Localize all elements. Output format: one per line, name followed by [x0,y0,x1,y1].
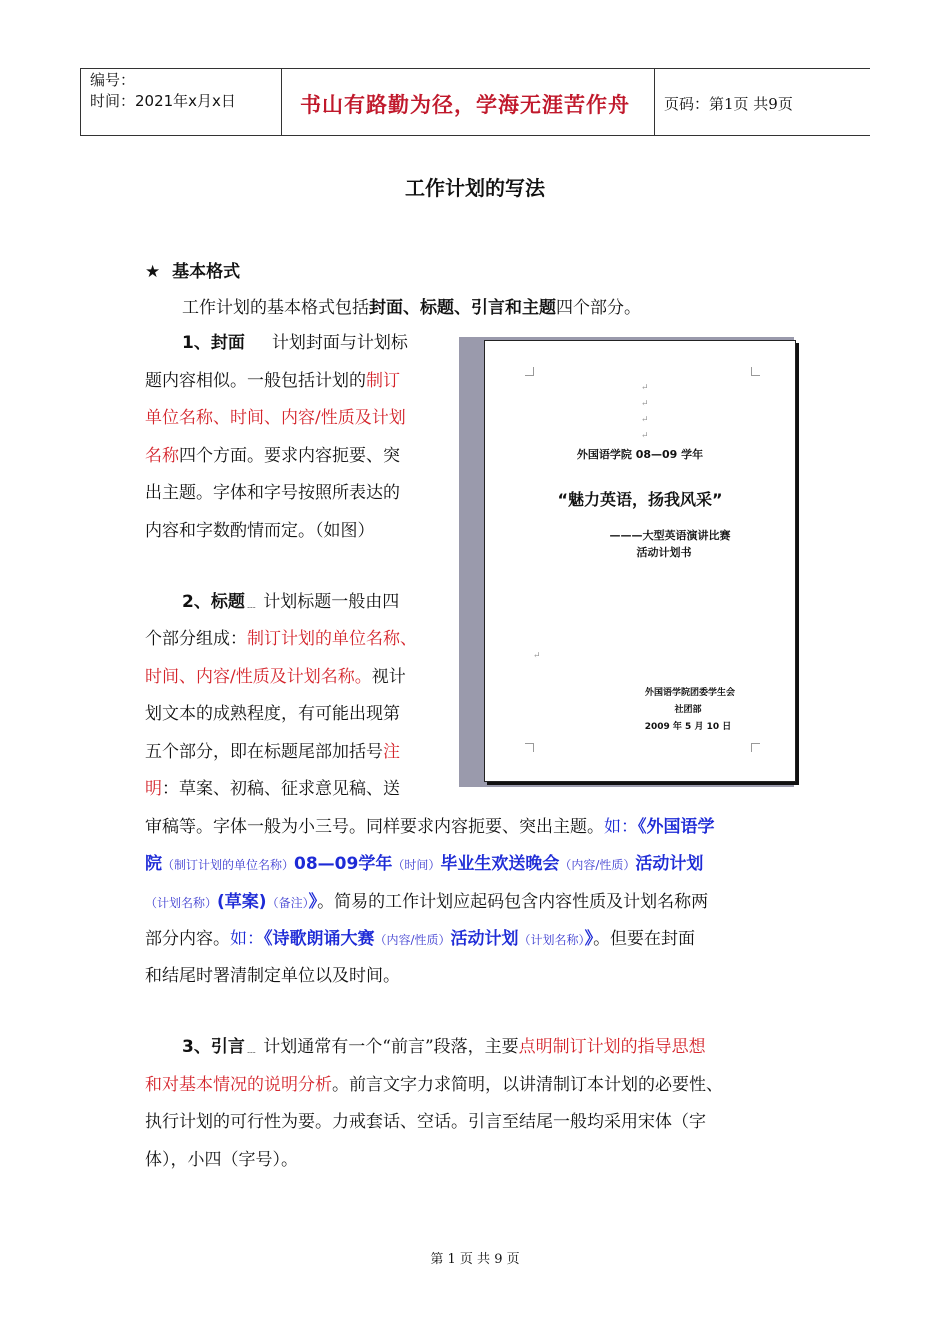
header-rule-top [80,68,870,69]
p2-line-3 [145,667,406,687]
corner-mark [751,367,760,376]
p2-line-9 [145,892,708,913]
p2-line-8 [145,854,703,875]
p2-example: 活动计划 [635,854,704,874]
p2-example: 》 [308,892,318,912]
header-page-info: 页码：第1页 共9页 [664,95,793,113]
p3-highlight: 点明制订计划的指导思想 [518,1037,706,1057]
paragraph-mark-icon: ↵ [641,383,649,393]
p2-highlight: 明 [145,779,162,799]
p2-annotation: （计划名称） [145,896,218,910]
p3-highlight: 和对基本情况的说明分析 [145,1075,332,1095]
cover-org-2: 社团部 [674,705,702,715]
corner-mark [525,743,534,752]
intro-text-c: 四个部分。 [556,298,641,318]
p2-example: 》 [584,929,594,949]
p3-heading: 3、引言 [182,1037,245,1057]
p2-line-5 [145,742,400,762]
p3-line-3: 执行计划的可行性为要。力戒套话、空话。引言至结尾一般均采用宋体（字 [145,1112,706,1132]
paragraph-mark-icon: ↵ [641,415,649,425]
paragraph-mark-icon: ↵ [641,399,649,409]
p2-text: ：草案、初稿、征求意见稿、送 [162,779,400,799]
p2-highlight: 制订计划的单位名称、 [247,629,417,649]
p2-text: 。但要在封面 [593,929,696,949]
p2-line-11: 和结尾时署清制定单位以及时间。 [145,966,400,986]
page-footer: 第 1 页 共 9 页 [430,1252,520,1267]
p2-text: 个部分组成： [145,629,247,649]
p2-example: 08—09学年 [294,854,393,874]
p2-example-label: 如： [230,929,264,949]
p2-line-7 [145,817,715,837]
p2-example: 《外国语学 [638,817,715,837]
p1-line-2 [145,371,400,391]
p2-example-label: 如： [604,817,638,837]
p2-example: 院 [145,854,162,874]
p2-line-4: 划文本的成熟程度，有可能出现第 [145,704,400,724]
document-title: 工作计划的写法 [405,176,545,200]
p3-line-4: 体），小四（字号）。 [145,1150,298,1170]
section-label: 基本格式 [172,262,241,282]
p1-highlight: 制订 [366,371,400,391]
p3-line-1: 3、引言﹍ 计划通常有一个“前言”段落，主要点明制订计划的指导思想 [182,1037,706,1057]
p1-line-6: 内容和字数酌情而定。（如图） [145,521,375,541]
p1-text: 题内容相似。一般包括计划的 [145,371,366,391]
p1-heading: 1、封面 [182,333,245,353]
header-rule-bottom [80,135,870,136]
intro-text-bold: 封面、标题、引言和主题 [369,298,556,318]
paragraph-mark-icon: ↵ [641,431,649,441]
p2-annotation: （内容/性质） [374,933,451,947]
cover-org-1: 外国语学院团委学生会 [644,688,735,698]
p3-line-2 [145,1075,723,1095]
p2-heading: 2、标题 [182,592,245,612]
header-divider-2 [654,68,655,136]
p2-text: 计划标题一般由四 [263,592,400,612]
paragraph-mark-icon: ↵ [533,651,541,661]
header-divider-left [80,68,81,136]
p2-text: 部分内容。 [145,929,230,949]
p2-annotation: （制订计划的单位名称） [162,858,295,872]
p2-text: 五个部分，即在标题尾部加括号 [145,742,383,762]
p2-example: (草案) [217,892,267,912]
star-icon: ★ [145,262,161,282]
intro-paragraph [182,298,641,318]
header-left-cell [90,70,236,112]
p1-line-3: 单位名称、时间、内容/性质及计划 [145,408,406,428]
cover-page-image [484,340,796,782]
doc-number-label: 编号： [90,71,136,89]
p2-line-6 [145,779,400,799]
p2-text: 审稿等。字体一般为小三号。同样要求内容扼要、突出主题。 [145,817,604,837]
cover-line-4: 活动计划书 [636,546,692,559]
p2-text: 。简易的工作计划应起码包含内容性质及计划名称两 [317,892,709,912]
p3-text: 计划通常有一个“前言”段落，主要 [263,1037,519,1057]
p2-annotation: （内容/性质） [559,858,636,872]
p2-text: 视计 [371,667,406,687]
doc-time-label: 时间：2021年x月x日 [90,92,236,110]
cover-line-2: “魅力英语，扬我风采” [557,490,723,509]
p3-text: 。前言文字力求简明，以讲清制订本计划的必要性、 [332,1075,723,1095]
corner-mark [751,743,760,752]
p2-line-1: 2、标题﹍ 计划标题一般由四 [182,592,400,612]
cover-date: 2009 年 5 月 10 日 [644,722,732,732]
p2-line-2 [145,629,417,649]
p1-text: 计划封面与计划标 [271,333,408,353]
p1-highlight: 名称 [145,446,179,466]
section-heading [145,262,240,282]
p2-line-10 [145,929,695,950]
header-motto: 书山有路勤为径，学海无涯苦作舟 [300,92,630,117]
cover-line-3: ———大型英语演讲比赛 [609,529,731,542]
cover-line-1: 外国语学院 08—09 学年 [576,448,704,461]
p2-example: 活动计划 [450,929,519,949]
intro-text-a: 工作计划的基本格式包括 [182,298,369,318]
p2-example: 《诗歌朗诵大赛 [264,929,375,949]
p1-line-1 [182,333,408,353]
p1-text: 四个方面。要求内容扼要、突 [179,446,400,466]
header-divider-1 [281,68,282,136]
cover-example-figure [459,337,794,787]
p2-annotation: （计划名称） [518,933,585,947]
p2-highlight: 注 [383,742,400,762]
p2-annotation: （时间） [392,858,441,872]
corner-mark [525,367,534,376]
p1-line-4 [145,446,400,466]
p1-line-5: 出主题。字体和字号按照所表达的 [145,483,400,503]
p2-annotation: （备注） [266,896,309,910]
p2-highlight: 时间、内容/性质及计划名称。 [145,667,372,687]
p2-example: 毕业生欢送晚会 [440,854,560,874]
